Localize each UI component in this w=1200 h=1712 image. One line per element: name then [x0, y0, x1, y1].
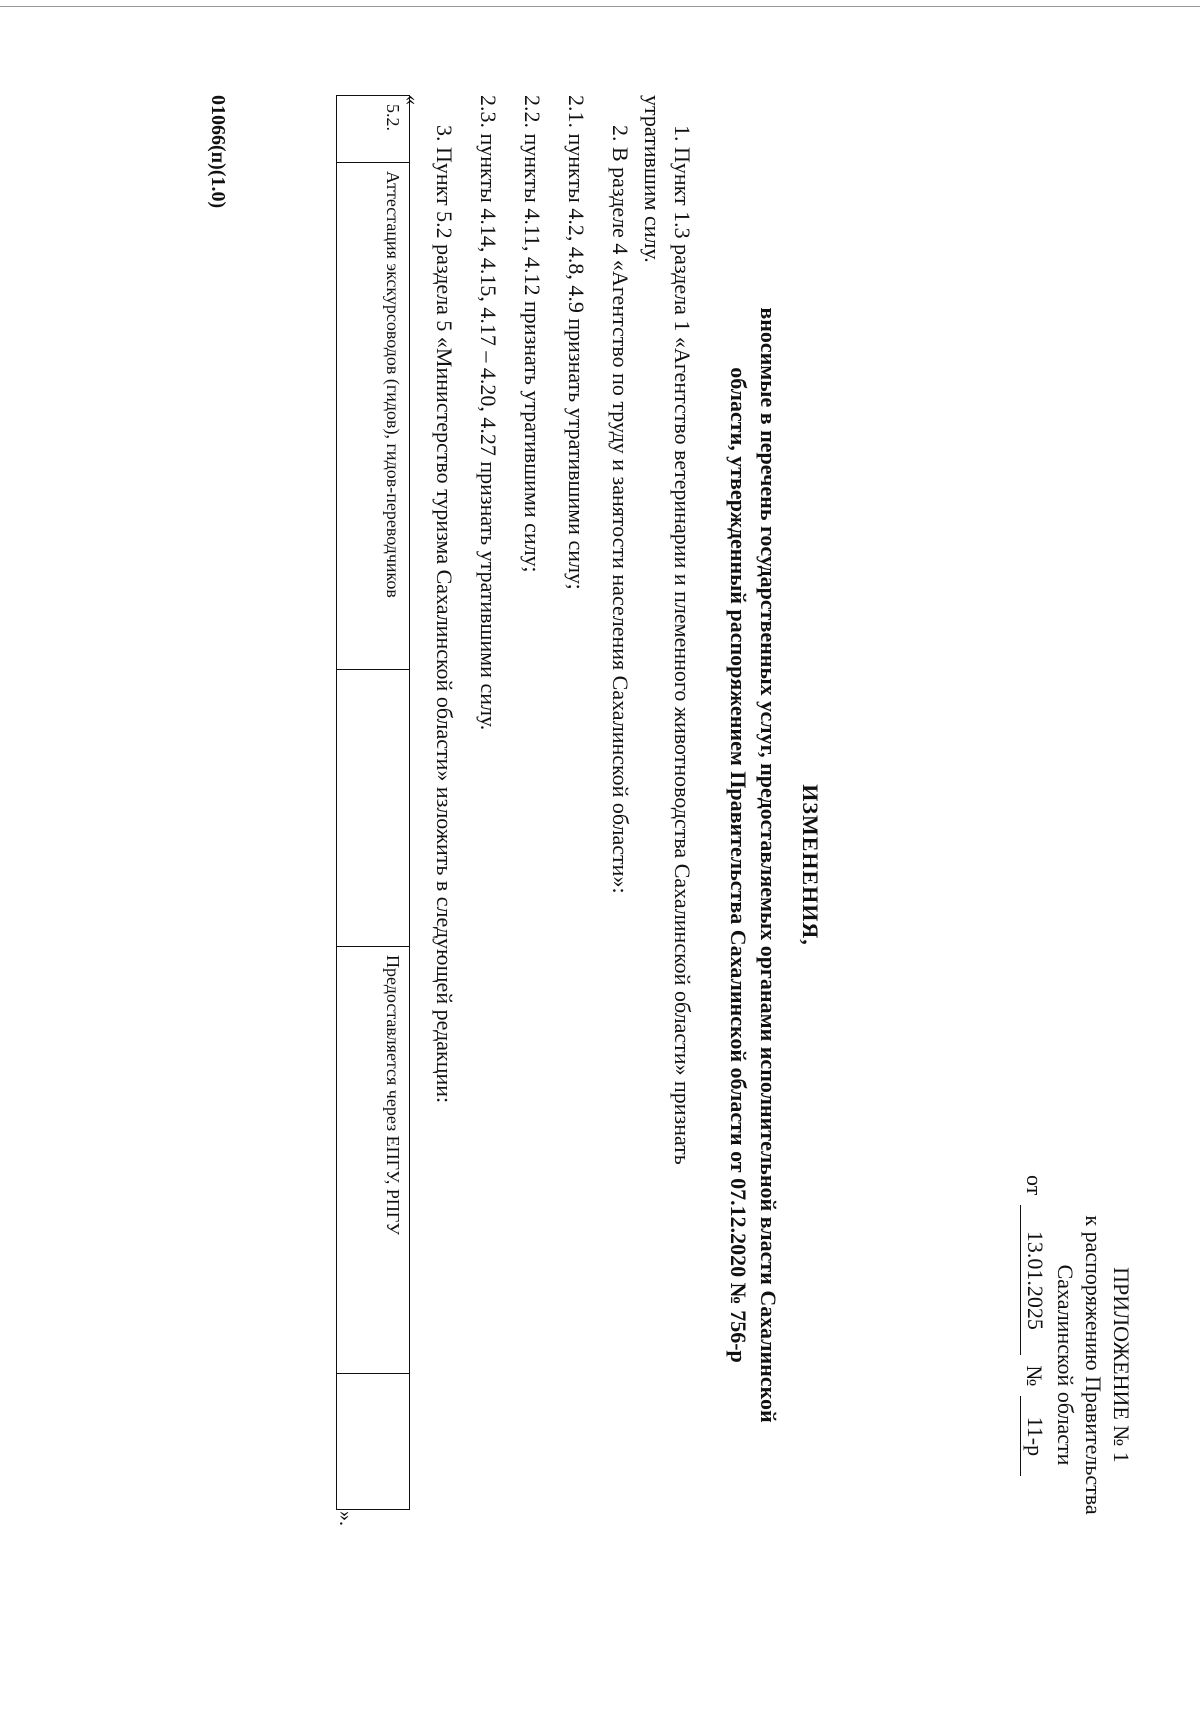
appendix-block	[1020, 1175, 1135, 1555]
document-code: 01066(п)(1.0)	[207, 95, 229, 209]
from-label: от	[1022, 1175, 1047, 1196]
cell-empty-2	[337, 1374, 410, 1510]
number-label: №	[1022, 1365, 1047, 1387]
document-page	[75, 95, 1135, 1635]
item-1-line1: 1. Пункт 1.3 раздела 1 «Агентство ветеринарии и племенного животноводства Сахалинской области» признать	[670, 125, 695, 1165]
item-3: 3. Пункт 5.2 раздела 5 «Министерство туризма Сахалинской области» изложить в следующей редакции:	[432, 125, 457, 1104]
document-title: ИЗМЕНЕНИЯ,	[798, 784, 823, 946]
item-2-1: 2.1. пункты 4.2, 4.8, 4.9 признать утратившими силу;	[564, 95, 589, 590]
scan-edge-line	[0, 6, 1200, 7]
table-quote-open: «	[401, 95, 423, 105]
subtitle-line1: вносимые в перечень государственных услуг, предоставляемых органами исполнительной власти Сахалинской	[756, 307, 781, 1423]
document-subtitle	[723, 95, 783, 1635]
item-2-2: 2.2. пункты 4.11, 4.12 признать утратившими силу;	[520, 95, 545, 573]
item-2: 2. В разделе 4 «Агентство по труду и занятости населения Сахалинской области»:	[608, 125, 633, 894]
cell-service-name: Аттестация экскурсоводов (гидов), гидов-переводчиков	[337, 163, 410, 670]
item-2-3: 2.3. пункты 4.14, 4.15, 4.17 – 4.20, 4.27 признать утратившими силу.	[476, 95, 501, 731]
appendix-line2: Сахалинской области	[1053, 1264, 1078, 1466]
table-quote-close: ».	[335, 1511, 357, 1526]
appendix-line1: к распоряжению Правительства	[1081, 1215, 1106, 1515]
appendix-date: 13.01.2025	[1020, 1205, 1049, 1355]
services-table	[336, 95, 410, 1510]
item-1-line2: утратившим силу.	[640, 95, 665, 263]
subtitle-line2: области, утвержденный распоряжением Правительства Сахалинской области от 07.12.2020 № 756-р	[726, 367, 751, 1363]
cell-provision: Предоставляется через ЕПГУ, РПГУ	[337, 947, 410, 1374]
appendix-number: 11-р	[1020, 1396, 1049, 1476]
cell-number: 5.2.	[337, 96, 410, 163]
item-1	[637, 95, 697, 1635]
table-row	[337, 96, 410, 1510]
appendix-date-line	[1020, 1175, 1049, 1555]
appendix-title: ПРИЛОЖЕНИЕ № 1	[1109, 1267, 1134, 1463]
cell-empty-1	[337, 670, 410, 947]
